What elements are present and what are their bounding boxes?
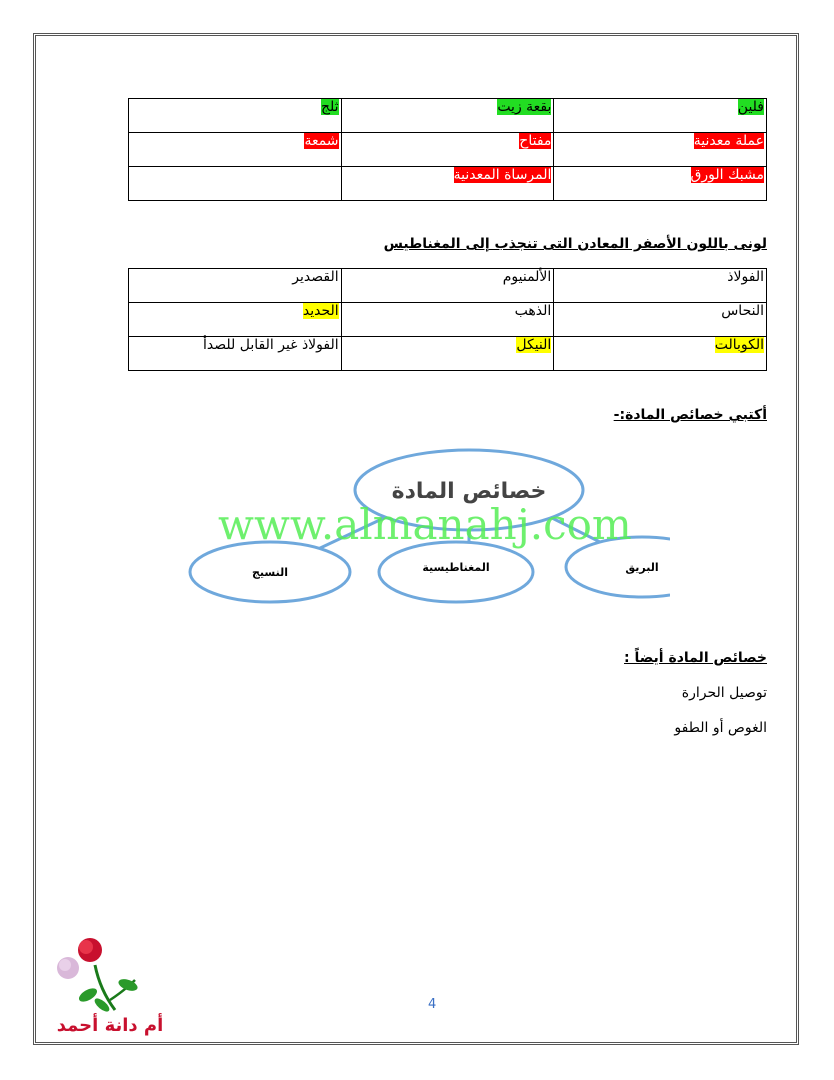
cell-text: ثلج <box>320 99 339 115</box>
cell-text: الذهب <box>514 303 552 319</box>
table-row <box>129 133 767 167</box>
watermark: www.almanahj.com <box>218 500 632 549</box>
table-cell <box>129 99 342 133</box>
table-cell <box>554 167 767 201</box>
table-cell <box>341 133 554 167</box>
properties-heading: أكتبي خصائص المادة:- <box>613 407 767 423</box>
cell-text: مفتاح <box>519 133 552 149</box>
table-cell <box>341 303 554 337</box>
list-item: توصيل الحرارة <box>681 685 767 701</box>
table-row <box>129 99 767 133</box>
table-row <box>129 337 767 371</box>
table-cell <box>129 303 342 337</box>
table-cell <box>554 133 767 167</box>
table-row <box>129 167 767 201</box>
cell-text: مشبك الورق <box>690 167 764 183</box>
cell-text: بقعة زيت <box>497 99 552 115</box>
node-label-magnetism: المغناطيسية <box>422 561 490 574</box>
table-cell <box>554 99 767 133</box>
page-number: 4 <box>428 997 437 1012</box>
classification-table <box>128 98 767 201</box>
cell-text: شمعة <box>304 133 339 149</box>
logo-signature: أم دانة أحمد <box>56 1015 164 1036</box>
table-cell <box>341 167 554 201</box>
table-cell <box>554 269 767 303</box>
table-cell <box>129 167 342 201</box>
table-cell <box>341 269 554 303</box>
table-cell <box>554 337 767 371</box>
table-cell <box>129 269 342 303</box>
center-label: خصائص المادة <box>391 479 547 504</box>
more-heading: خصائص المادة أيضاً : <box>624 650 767 666</box>
cell-text: القصدير <box>292 269 339 285</box>
cell-text: الفولاذ غير القابل للصدأ <box>203 337 339 353</box>
table-cell <box>129 337 342 371</box>
list-item: الغوص أو الطفو <box>674 720 767 736</box>
cell-text: النحاس <box>721 303 764 319</box>
table-cell <box>341 99 554 133</box>
table-cell <box>129 133 342 167</box>
cell-text: عملة معدنية <box>693 133 764 149</box>
cell-text: الحديد <box>302 303 339 319</box>
cell-text: النيكل <box>516 337 552 353</box>
metals-table <box>128 268 767 371</box>
cell-text: الألمنيوم <box>502 269 552 285</box>
node-label-texture: النسيج <box>251 566 289 579</box>
node-label-luster: البريق <box>625 561 659 574</box>
magnet-heading: لونى باللون الأصفر المعادن التى تنجذب إلى المغناطيس <box>383 236 767 252</box>
cell-text: الفولاذ <box>727 269 764 285</box>
cell-text: المرساة المعدنية <box>453 167 552 183</box>
table-row <box>129 303 767 337</box>
table-row <box>129 269 767 303</box>
cell-text: فلين <box>737 99 764 115</box>
cell-text: الكوبالت <box>714 337 764 353</box>
table-cell <box>554 303 767 337</box>
table-cell <box>341 337 554 371</box>
